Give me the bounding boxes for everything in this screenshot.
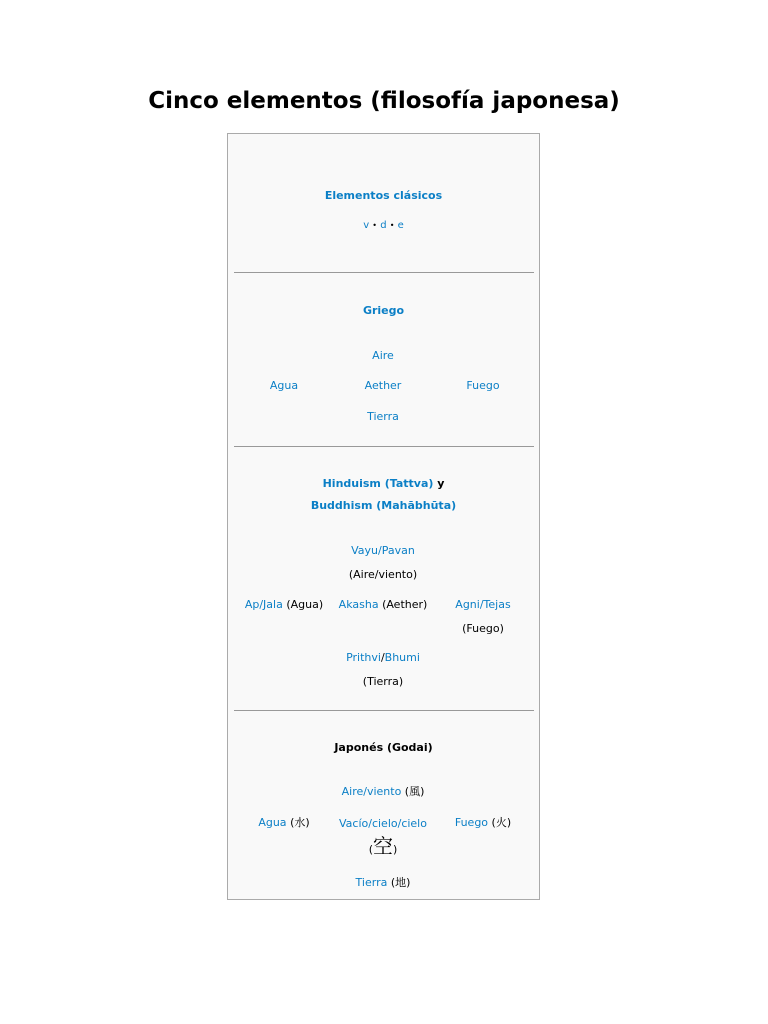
nav-separator: • xyxy=(389,221,395,230)
section-divider xyxy=(234,446,534,447)
kanji-fu: 風 xyxy=(409,785,421,798)
heading-conjunction: y xyxy=(437,477,445,490)
prithvi-cell xyxy=(333,651,433,665)
kanji-ka: 火 xyxy=(495,816,507,829)
agni-label: (Fuego) xyxy=(462,622,504,635)
slash: / xyxy=(380,651,385,664)
ku-cell: (空) xyxy=(368,834,398,858)
sui-cell: Agua (水) xyxy=(258,816,310,829)
chi-cell: Tierra (地) xyxy=(355,876,411,889)
akasha-link[interactable]: Akasha xyxy=(338,598,379,611)
void-sky-link[interactable]: Vacío/cielo/cielo xyxy=(339,817,427,830)
earth-link[interactable]: Tierra xyxy=(355,876,388,889)
nav-separator: • xyxy=(372,221,378,230)
section-divider xyxy=(234,710,534,711)
navbox-links xyxy=(228,219,539,233)
prithvi-link[interactable]: Prithvi xyxy=(346,651,381,664)
hinduism-tattva-link[interactable]: Hinduism (Tattva) xyxy=(322,477,434,490)
fire-link[interactable]: Fuego xyxy=(454,816,489,829)
fu-cell: Aire/viento (風) xyxy=(341,785,425,798)
greek-aether-link[interactable]: Aether xyxy=(364,379,402,392)
page-title: Cinco elementos (filosofía japonesa) xyxy=(148,88,620,114)
vayu-link[interactable]: Vayu/Pavan xyxy=(351,544,415,557)
godai-heading: Japonés (Godai) xyxy=(334,741,433,754)
kanji-sui: 水 xyxy=(294,816,306,829)
ap-jala-label: (Agua) xyxy=(286,598,324,611)
buddhism-mahabhuta-link[interactable]: Buddhism (Mahābhūta) xyxy=(310,499,457,512)
edit-link[interactable]: e xyxy=(397,220,404,231)
kanji-chi: 地 xyxy=(395,876,407,889)
vayu-label: (Aire/viento) xyxy=(348,568,418,581)
akasha-cell xyxy=(333,598,433,612)
greek-water-link[interactable]: Agua xyxy=(269,379,299,392)
air-wind-link[interactable]: Aire/viento xyxy=(341,785,402,798)
akasha-label: (Aether) xyxy=(382,598,428,611)
greek-fire-link[interactable]: Fuego xyxy=(466,379,500,392)
discuss-link[interactable]: d xyxy=(380,220,387,231)
classical-elements-heading[interactable]: Elementos clásicos xyxy=(324,189,443,202)
elements-infobox xyxy=(227,133,540,900)
greek-earth-link[interactable]: Tierra xyxy=(367,410,399,423)
ka-cell: Fuego (火) xyxy=(454,816,512,829)
prithvi-label: (Tierra) xyxy=(362,675,404,688)
hindu-heading-line1 xyxy=(228,477,539,491)
bhumi-link[interactable]: Bhumi xyxy=(384,651,420,664)
kanji-ku: 空 xyxy=(373,834,393,858)
greek-air-link[interactable]: Aire xyxy=(372,349,394,362)
greek-heading[interactable]: Griego xyxy=(362,304,405,317)
section-divider xyxy=(234,272,534,273)
ap-jala-cell xyxy=(234,598,334,612)
view-link[interactable]: v xyxy=(363,220,370,231)
agni-link[interactable]: Agni/Tejas xyxy=(455,598,511,611)
water-link[interactable]: Agua xyxy=(258,816,287,829)
ap-jala-link[interactable]: Ap/Jala xyxy=(244,598,283,611)
